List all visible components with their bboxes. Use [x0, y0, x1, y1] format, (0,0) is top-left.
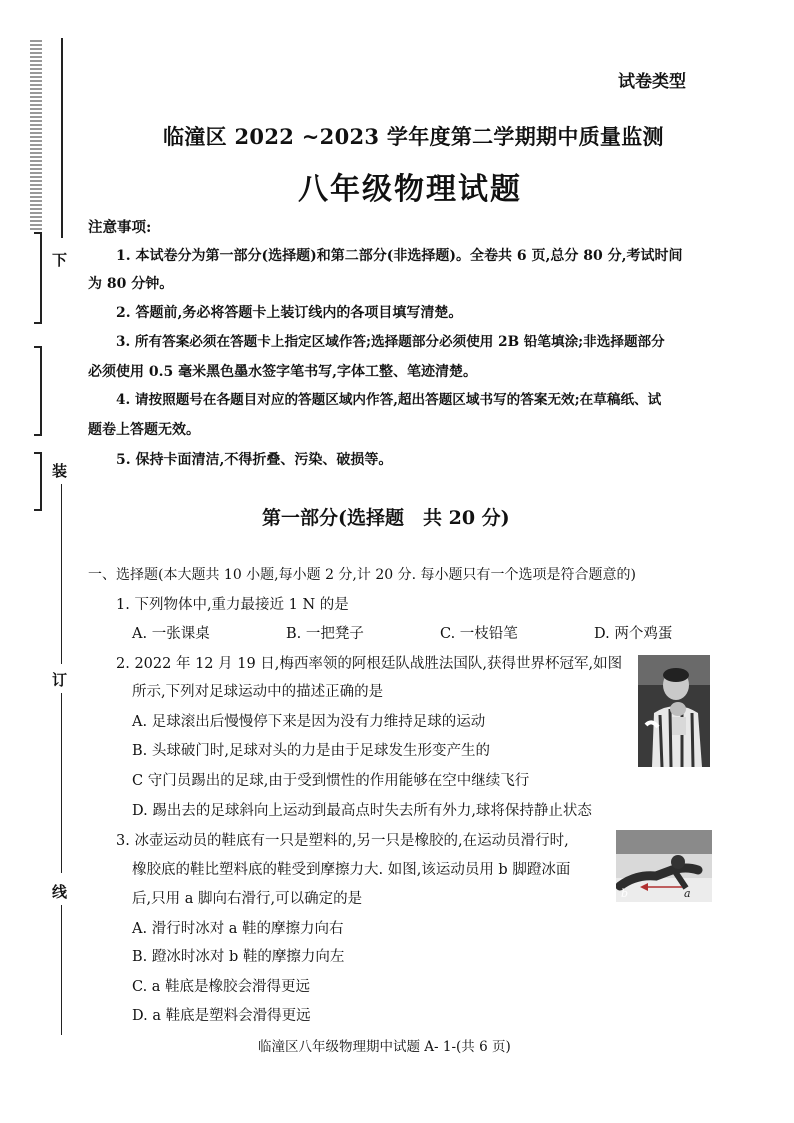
q2-stem-line1: 2. 2022 年 12 月 19 日,梅西率领的阿根廷队战胜法国队,获得世界杯冠军,如图 [116, 656, 623, 672]
q3-stem-line3: 后,只用 a 脚向右滑行,可以确定的是 [132, 891, 363, 907]
page-footer: 临潼区八年级物理期中试题 A- 1-(共 6 页) [258, 1039, 511, 1055]
binding-char-xian: 线 [52, 883, 68, 901]
section-intro: 一、选择题(本大题共 10 小题,每小题 2 分,计 20 分. 每小题只有一个选项是符合题意的) [88, 567, 636, 583]
binding-bracket-2 [34, 346, 42, 436]
q3-option-b: B. 蹬冰时冰对 b 鞋的摩擦力向左 [132, 949, 345, 965]
notice-item-3: 3. 所有答案必须在答题卡上指定区域作答;选择题部分必须使用 2B 铅笔填涂;非选择题部分 [116, 334, 665, 350]
q2-football-player-photo [638, 655, 710, 767]
notice-item-5: 5. 保持卡面清洁,不得折叠、污染、破损等。 [116, 452, 393, 468]
q3-option-d: D. a 鞋底是塑料会滑得更远 [132, 1008, 311, 1024]
notice-heading: 注意事项: [88, 219, 152, 236]
notice-item-2: 2. 答题前,务必将答题卡上装订线内的各项目填写清楚。 [116, 305, 463, 321]
q1-option-b: B. 一把凳子 [286, 626, 364, 642]
binding-bracket-1 [34, 232, 42, 324]
exam-title-line: 临潼区 2022 ~2023 学年度第二学期期中质量监测 [163, 124, 664, 149]
q2-option-d: D. 踢出去的足球斜向上运动到最高点时失去所有外力,球将保持静止状态 [132, 803, 592, 819]
q3-option-a: A. 滑行时冰对 a 鞋的摩擦力向右 [132, 921, 344, 937]
binding-char-zhuang: 装 [52, 462, 68, 480]
binding-bracket-3 [34, 452, 42, 511]
q3-photo-label-a: a [684, 887, 691, 900]
notice-item-1-cont: 为 80 分钟。 [88, 276, 174, 292]
q2-option-c: C 守门员踢出的足球,由于受到惯性的作用能够在空中继续飞行 [132, 773, 530, 789]
q3-option-c: C. a 鞋底是橡胶会滑得更远 [132, 979, 311, 995]
notice-item-4-cont: 题卷上答题无效。 [88, 422, 200, 438]
q1-option-c: C. 一枝铅笔 [440, 626, 518, 642]
q3-stem-line1: 3. 冰壶运动员的鞋底有一只是塑料的,另一只是橡胶的,在运动员滑行时, [116, 833, 569, 849]
binding-char-xia: 下 [52, 251, 68, 269]
q2-option-a: A. 足球滚出后慢慢停下来是因为没有力维持足球的运动 [132, 714, 486, 730]
binding-char-ding: 订 [52, 671, 68, 689]
binding-line-bottom [61, 905, 62, 1035]
main-title: 八年级物理试题 [298, 172, 522, 207]
q2-option-b: B. 头球破门时,足球对头的力是由于足球发生形变产生的 [132, 743, 490, 759]
notice-item-1: 1. 本试卷分为第一部分(选择题)和第二部分(非选择题)。全卷共 6 页,总分 80 分,考试时间 [116, 248, 683, 264]
q2-stem-line2: 所示,下列对足球运动中的描述正确的是 [132, 684, 384, 700]
binding-line-low [61, 693, 62, 873]
q3-curling-athlete-photo [616, 830, 712, 902]
binding-margin-scan-noise [30, 40, 42, 230]
binding-line-top [61, 38, 63, 238]
q1-option-a: A. 一张课桌 [132, 626, 210, 642]
part1-title: 第一部分(选择题 共 20 分) [262, 507, 510, 529]
q1-option-d: D. 两个鸡蛋 [594, 626, 673, 642]
notice-item-4: 4. 请按照题号在各题目对应的答题区域内作答,超出答题区域书写的答案无效;在草稿纸、试 [116, 392, 662, 408]
paper-type-label: 试卷类型 [618, 72, 686, 92]
q3-photo-label-b: b [621, 887, 629, 900]
q1-stem: 1. 下列物体中,重力最接近 1 N 的是 [116, 597, 349, 613]
notice-item-3-cont: 必须使用 0.5 毫米黑色墨水签字笔书写,字体工整、笔迹清楚。 [88, 364, 477, 380]
q3-stem-line2: 橡胶底的鞋比塑料底的鞋受到摩擦力大. 如图,该运动员用 b 脚蹬冰面 [132, 862, 571, 878]
binding-line-mid [61, 484, 62, 664]
